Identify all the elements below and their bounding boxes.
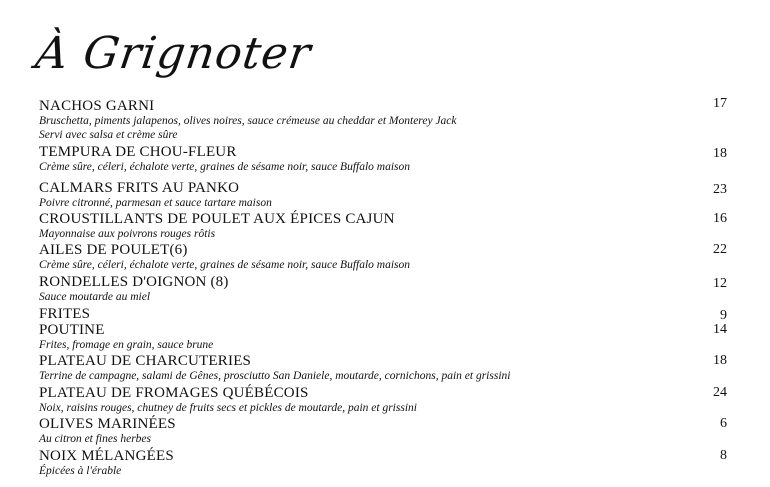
item-price: 18: [713, 146, 727, 161]
item-description: Crème sûre, céleri, échalote verte, graines de sésame noir, sauce Buffalo maison: [39, 161, 411, 173]
menu-item-olives: [39, 416, 727, 446]
item-name: CROUSTILLANTS DE POULET AUX ÉPICES CAJUN: [39, 211, 395, 227]
menu-item-fromages: [39, 385, 727, 415]
menu-item-poutine: [39, 322, 727, 352]
item-price: 14: [713, 322, 727, 337]
item-price: 17: [713, 96, 727, 111]
item-price: 8: [720, 448, 727, 463]
item-name: AILES DE POULET(6): [39, 242, 188, 258]
item-description-extra: Servi avec salsa et crème sûre: [39, 129, 178, 141]
item-name: TEMPURA DE CHOU-FLEUR: [39, 144, 237, 160]
item-price: 16: [713, 211, 727, 226]
item-description: Bruschetta, piments jalapenos, olives noires, sauce crémeuse au cheddar et Monterey Jack: [39, 115, 457, 127]
item-price: 6: [720, 416, 727, 431]
page-title: À Grignoter: [32, 28, 315, 79]
menu-item-tempura: [39, 144, 727, 174]
menu-item-calmars: [39, 180, 727, 210]
item-price: 22: [713, 242, 727, 257]
item-price: 12: [713, 276, 727, 291]
menu-item-noix: [39, 448, 727, 478]
item-price: 18: [713, 353, 727, 368]
menu-item-ailes: [39, 242, 727, 272]
item-name: NOIX MÉLANGÉES: [39, 448, 174, 464]
item-description: Crème sûre, céleri, échalote verte, graines de sésame noir, sauce Buffalo maison: [39, 259, 411, 271]
item-description: Terrine de campagne, salami de Gênes, prosciutto San Daniele, moutarde, cornichons, pain et grissini: [39, 370, 511, 382]
menu-item-croustillants: [39, 211, 727, 241]
item-price: 9: [720, 308, 727, 323]
item-name: FRITES: [39, 306, 91, 322]
item-name: PLATEAU DE CHARCUTERIES: [39, 353, 252, 369]
item-name: NACHOS GARNI: [39, 98, 155, 114]
menu-item-rondelles: [39, 274, 727, 304]
menu-item-charcuteries: [39, 353, 727, 383]
item-price: 24: [713, 385, 727, 400]
item-description: Frites, fromage en grain, sauce brune: [39, 339, 214, 351]
item-name: RONDELLES D'OIGNON (8): [39, 274, 229, 290]
item-description: Épicées à l'érable: [39, 465, 122, 477]
item-description: Sauce moutarde au miel: [39, 291, 151, 303]
item-price: 23: [713, 182, 727, 197]
item-name: PLATEAU DE FROMAGES QUÉBÉCOIS: [39, 385, 309, 401]
item-name: POUTINE: [39, 322, 105, 338]
menu-item-nachos: [39, 98, 727, 142]
item-name: OLIVES MARINÉES: [39, 416, 176, 432]
item-description: Au citron et fines herbes: [39, 433, 151, 445]
item-name: CALMARS FRITS AU PANKO: [39, 180, 240, 196]
item-description: Noix, raisins rouges, chutney de fruits secs et pickles de moutarde, pain et grissini: [39, 402, 417, 414]
menu-item-frites: [39, 306, 727, 322]
item-description: Poivre citronné, parmesan et sauce tartare maison: [39, 197, 272, 209]
item-description: Mayonnaise aux poivrons rouges rôtis: [39, 228, 216, 240]
